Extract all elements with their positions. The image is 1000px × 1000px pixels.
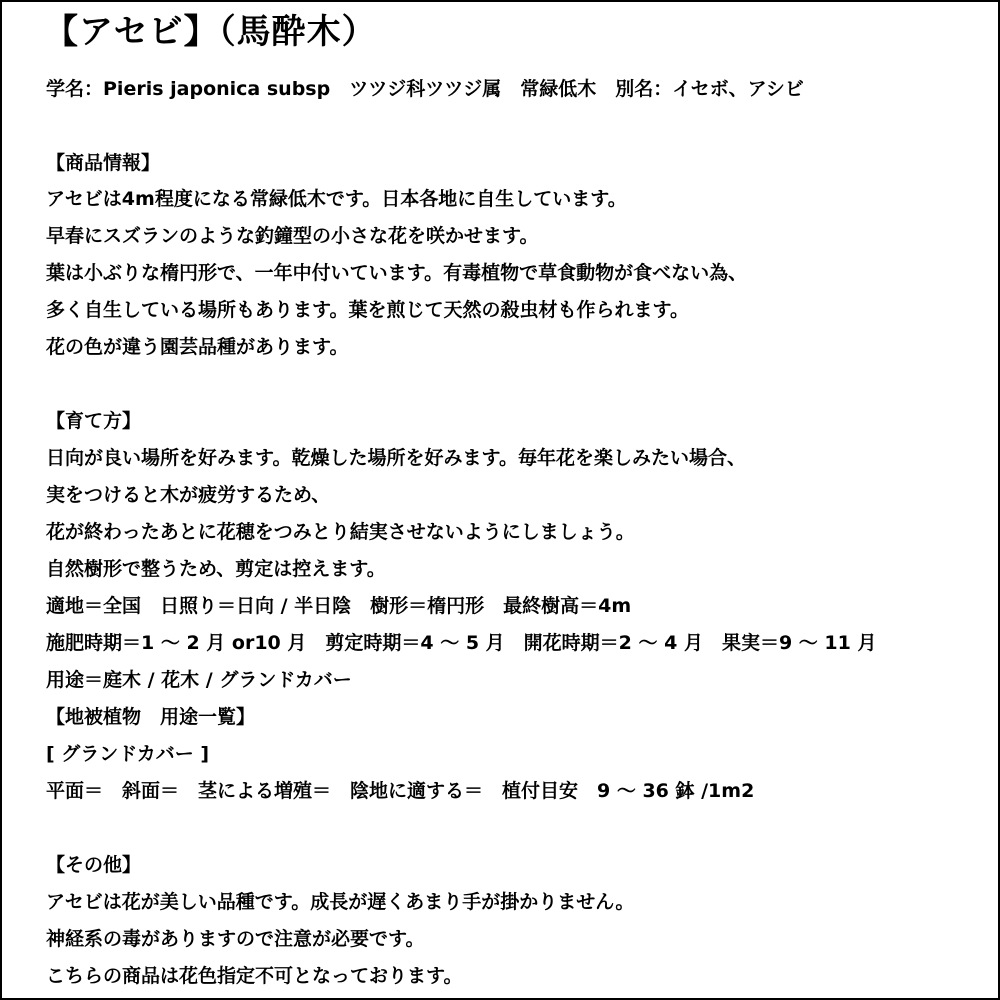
care-line: 自然樹形で整うため、剪定は控えます。 <box>46 558 386 580</box>
page-title: 【アセビ】（馬酔木） <box>44 12 377 52</box>
care-line: 花が終わったあとに花穂をつみとり結実させないようにしましょう。 <box>46 521 635 543</box>
product-info-line: 花の色が違う園芸品種があります。 <box>46 336 349 358</box>
groundcover-category: [ グランドカバー ] <box>46 743 210 765</box>
other-line: こちらの商品は花色指定不可となっております。 <box>46 965 463 987</box>
groundcover-line: 平面＝ 斜面＝ 茎による増殖＝ 陰地に適する＝ 植付目安 9 ～ 36 鉢 /1m2 <box>46 780 755 802</box>
care-line: 実をつけると木が疲労するため、 <box>46 484 331 506</box>
care-line: 適地＝全国 日照り＝日向 / 半日陰 樹形＝楕円形 最終樹高＝4m <box>46 595 632 617</box>
care-line: 日向が良い場所を好みます。乾燥した場所を好みます。毎年花を楽しみたい場合、 <box>46 447 746 469</box>
product-info-line: 多く自生している場所もあります。葉を煎じて天然の殺虫材も作られます。 <box>46 299 689 321</box>
care-heading: 【育て方】 <box>46 410 142 432</box>
product-info-heading: 【商品情報】 <box>46 152 161 174</box>
care-line: 施肥時期＝1 ～ 2 月 or10 月 剪定時期＝4 ～ 5 月 開花時期＝2 ～ 4 月 果実＝9 ～ 11 月 <box>46 632 877 654</box>
other-line: 神経系の毒がありますので注意が必要です。 <box>46 928 425 950</box>
other-heading: 【その他】 <box>46 854 142 876</box>
product-info-line: アセビは4m程度になる常緑低木です。日本各地に自生しています。 <box>46 188 627 210</box>
product-info-line: 早春にスズランのような釣鐘型の小さな花を咲かせます。 <box>46 225 539 247</box>
other-line: アセビは花が美しい品種です。成長が遅くあまり手が掛かりません。 <box>46 891 635 913</box>
product-info-line: 葉は小ぶりな楕円形で、一年中付いています。有毒植物で草食動物が食べない為、 <box>46 262 748 284</box>
groundcover-heading: 【地被植物 用途一覧】 <box>46 706 256 728</box>
care-line: 用途＝庭木 / 花木 / グランドカバー <box>46 669 352 691</box>
meta-line: 学名：Pieris japonica subsp ツツジ科ツツジ属 常緑低木 別名：イセボ、アシビ <box>46 78 804 100</box>
